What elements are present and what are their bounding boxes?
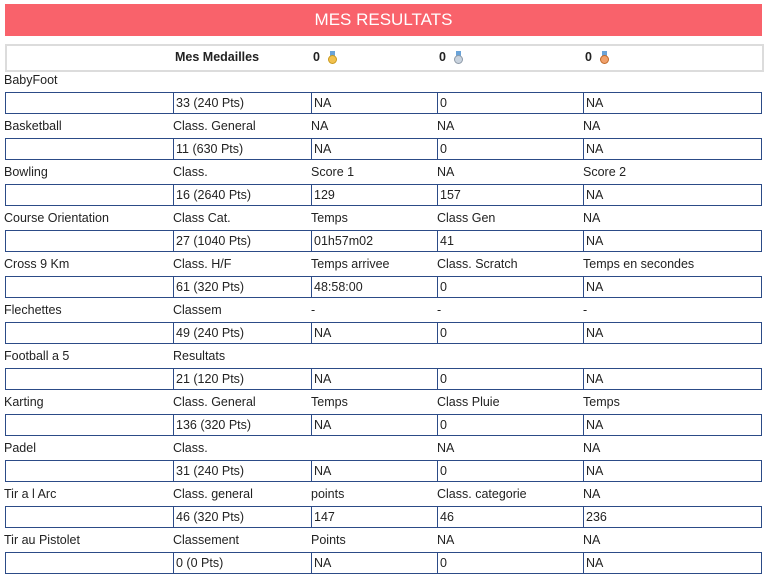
column-label: Class. general	[173, 487, 253, 501]
column-label: Score 1	[311, 165, 355, 179]
column-label: NA	[583, 119, 601, 133]
sport-values-row	[5, 184, 762, 206]
rank-points-cell: 33 (240 Pts)	[173, 93, 312, 113]
column-label: points	[311, 487, 345, 501]
value-cell: 0	[437, 553, 584, 573]
value-cell: NA	[583, 553, 762, 573]
value-cell: 129	[311, 185, 438, 205]
value-cell: NA	[583, 231, 762, 251]
column-label: Classem	[173, 303, 222, 317]
sport-name: BabyFoot	[4, 73, 58, 87]
sport-label-row	[0, 392, 767, 414]
value-cell: NA	[311, 415, 438, 435]
sport-label-row	[0, 70, 767, 92]
value-cell: NA	[311, 369, 438, 389]
column-label: NA	[437, 165, 455, 179]
column-label: NA	[437, 441, 455, 455]
column-label: Class Gen	[437, 211, 496, 225]
sport-result	[0, 438, 767, 484]
column-label: Classement	[173, 533, 239, 547]
bronze-medal-count	[585, 50, 609, 64]
silver-medal-icon	[454, 51, 463, 64]
gold-medal-icon	[328, 51, 337, 64]
rank-points-cell: 136 (320 Pts)	[173, 415, 312, 435]
value-cell: 0	[437, 369, 584, 389]
column-label: NA	[583, 211, 601, 225]
sport-values-row	[5, 368, 762, 390]
value-cell: NA	[583, 185, 762, 205]
silver-medal-count	[439, 50, 463, 64]
value-cell: NA	[311, 139, 438, 159]
column-label: Class.	[173, 165, 208, 179]
sport-result	[0, 254, 767, 300]
rank-points-cell: 27 (1040 Pts)	[173, 231, 312, 251]
column-label: Temps	[583, 395, 620, 409]
sport-result	[0, 162, 767, 208]
rank-points-cell: 16 (2640 Pts)	[173, 185, 312, 205]
value-cell: NA	[311, 553, 438, 573]
value-cell: 46	[437, 507, 584, 527]
value-cell: NA	[583, 277, 762, 297]
column-label: NA	[583, 441, 601, 455]
sport-result	[0, 208, 767, 254]
sport-label-row	[0, 438, 767, 460]
value-cell: 0	[437, 277, 584, 297]
bronze-count: 0	[585, 50, 592, 64]
value-cell: 236	[583, 507, 762, 527]
silver-count: 0	[439, 50, 446, 64]
rank-points-cell: 31 (240 Pts)	[173, 461, 312, 481]
bronze-medal-icon	[600, 51, 609, 64]
value-cell: NA	[583, 369, 762, 389]
medals-label: Mes Medailles	[175, 50, 260, 64]
rank-points-cell: 49 (240 Pts)	[173, 323, 312, 343]
sport-label-row	[0, 300, 767, 322]
sport-name: Tir a l Arc	[4, 487, 57, 501]
sport-values-row	[5, 92, 762, 114]
sport-name: Course Orientation	[4, 211, 109, 225]
results-list	[0, 70, 767, 576]
value-cell: 41	[437, 231, 584, 251]
sport-result	[0, 300, 767, 346]
column-label: Class. H/F	[173, 257, 232, 271]
column-label: Class. General	[173, 119, 256, 133]
value-cell: 0	[437, 139, 584, 159]
value-cell: NA	[583, 415, 762, 435]
sport-name: Tir au Pistolet	[4, 533, 80, 547]
gold-count: 0	[313, 50, 320, 64]
sport-label-row	[0, 254, 767, 276]
column-label: -	[311, 303, 316, 317]
sport-result	[0, 346, 767, 392]
rank-points-cell: 0 (0 Pts)	[173, 553, 312, 573]
sport-values-row	[5, 138, 762, 160]
sport-name: Padel	[4, 441, 36, 455]
sport-name: Basketball	[4, 119, 62, 133]
sport-name: Cross 9 Km	[4, 257, 70, 271]
value-cell: 01h57m02	[311, 231, 438, 251]
medals-summary	[5, 44, 764, 72]
column-label: Score 2	[583, 165, 627, 179]
rank-points-cell: 61 (320 Pts)	[173, 277, 312, 297]
sport-values-row	[5, 276, 762, 298]
sport-label-row	[0, 530, 767, 552]
column-label: Resultats	[173, 349, 226, 363]
column-label: Temps	[311, 211, 348, 225]
sport-values-row	[5, 460, 762, 482]
value-cell: 0	[437, 323, 584, 343]
value-cell: 48:58:00	[311, 277, 438, 297]
column-label: Class.	[173, 441, 208, 455]
sport-result	[0, 116, 767, 162]
column-label: NA	[437, 119, 455, 133]
column-label: -	[583, 303, 588, 317]
value-cell: 0	[437, 415, 584, 435]
column-label: NA	[437, 533, 455, 547]
value-cell: NA	[311, 323, 438, 343]
column-label: Class Cat.	[173, 211, 231, 225]
column-label: Temps en secondes	[583, 257, 695, 271]
column-label: Temps	[311, 395, 348, 409]
rank-points-cell: 21 (120 Pts)	[173, 369, 312, 389]
sport-label-row	[0, 208, 767, 230]
value-cell: NA	[311, 461, 438, 481]
column-label: Class. categorie	[437, 487, 527, 501]
value-cell: NA	[583, 323, 762, 343]
value-cell: 147	[311, 507, 438, 527]
sport-values-row	[5, 506, 762, 528]
column-label: -	[437, 303, 442, 317]
sport-values-row	[5, 230, 762, 252]
sport-label-row	[0, 346, 767, 368]
column-label: NA	[583, 533, 601, 547]
value-cell: 0	[437, 93, 584, 113]
sport-values-row	[5, 414, 762, 436]
value-cell: NA	[583, 93, 762, 113]
sport-name: Karting	[4, 395, 44, 409]
column-label: NA	[311, 119, 329, 133]
sport-name: Flechettes	[4, 303, 62, 317]
sport-label-row	[0, 116, 767, 138]
value-cell: 157	[437, 185, 584, 205]
column-label: NA	[583, 487, 601, 501]
column-label: Class. Scratch	[437, 257, 518, 271]
sport-label-row	[0, 162, 767, 184]
sport-label-row	[0, 484, 767, 506]
column-label: Points	[311, 533, 346, 547]
sport-values-row	[5, 552, 762, 574]
column-label: Temps arrivee	[311, 257, 390, 271]
value-cell: 0	[437, 461, 584, 481]
value-cell: NA	[583, 139, 762, 159]
sport-values-row	[5, 322, 762, 344]
rank-points-cell: 11 (630 Pts)	[173, 139, 312, 159]
value-cell: NA	[583, 461, 762, 481]
sport-result	[0, 484, 767, 530]
column-label: Class. General	[173, 395, 256, 409]
sport-name: Bowling	[4, 165, 48, 179]
value-cell: NA	[311, 93, 438, 113]
gold-medal-count	[313, 50, 337, 64]
sport-name: Football a 5	[4, 349, 70, 363]
sport-result	[0, 70, 767, 116]
sport-result	[0, 530, 767, 576]
rank-points-cell: 46 (320 Pts)	[173, 507, 312, 527]
page-title: MES RESULTATS	[5, 4, 762, 36]
column-label: Class Pluie	[437, 395, 500, 409]
sport-result	[0, 392, 767, 438]
